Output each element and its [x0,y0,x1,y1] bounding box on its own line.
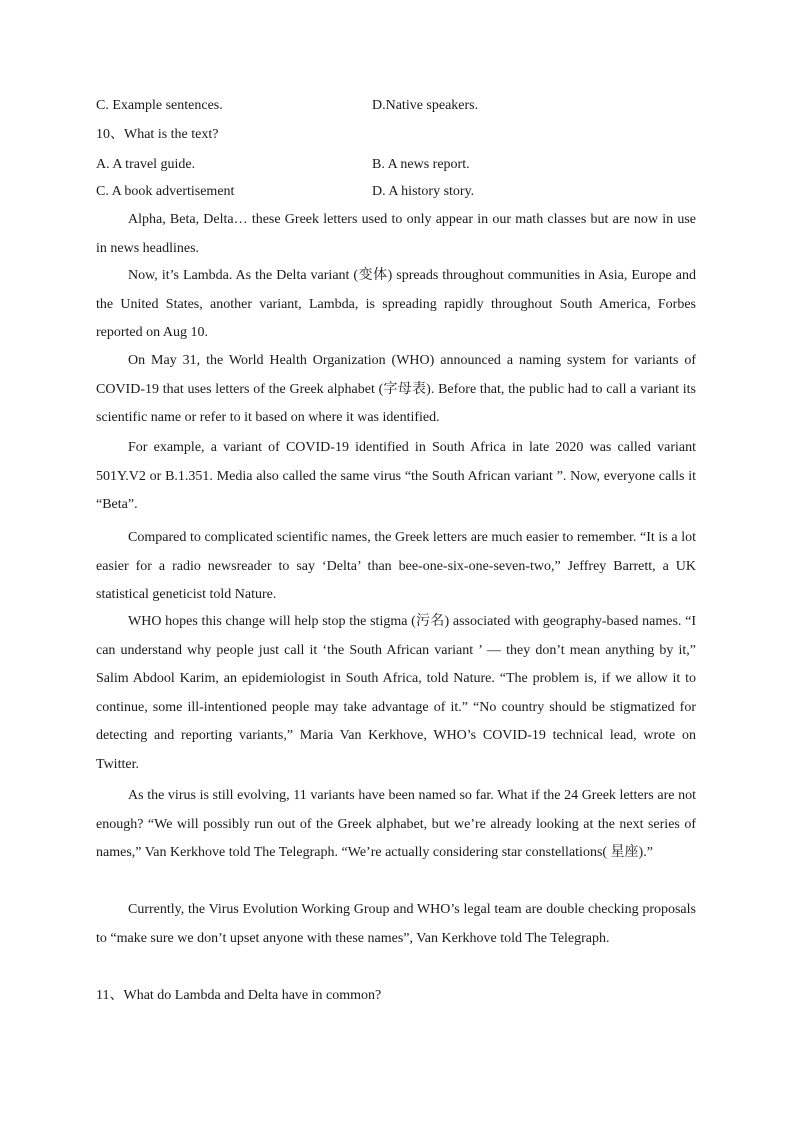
passage-paragraph-8: Currently, the Virus Evolution Working Group and WHO’s legal team are double checking proposals to “make sure we don’t upset anyone with these names”, Van Kerkhove told The Telegraph. [96,902,696,946]
question-11: 11、What do Lambda and Delta have in common? [96,988,382,1003]
q10-option-a: A. A travel guide. [96,157,196,172]
question-10: 10、What is the text? [96,127,219,142]
q10-option-c: C. A book advertisement [96,184,235,199]
passage-paragraph-7: As the virus is still evolving, 11 variants have been named so far. What if the 24 Greek letters are not enough? “We will possibly run out of the Greek alphabet, but we’re already looking at the next series of names,” Van Kerkhove told The Telegraph. “We’re actually considering star constellations( 星座).” [96,788,696,860]
passage-paragraph-3: On May 31, the World Health Organization (WHO) announced a naming system for variants of COVID-19 that uses letters of the Greek alphabet (字母表). Before that, the public had to call a variant its scientific name or refer to it based on where it was identified. [96,353,696,425]
passage-paragraph-5: Compared to complicated scientific names, the Greek letters are much easier to remember. “It is a lot easier for a radio newsreader to say ‘Delta’ than bee-one-six-one-seven-two,” Jeffrey Barrett, a UK statistical geneticist told Nature. [96,530,696,602]
passage-paragraph-6: WHO hopes this change will help stop the stigma (污名) associated with geography-based names. “I can understand why people just call it ‘the South African variant ’ — they don’t mean anything by it,” Salim Abdool Karim, an epidemiologist in South Africa, told Nature. “The problem is, if we allow it to continue, some ill-intentioned people may take advantage of it.” “No country should be stigmatized for detecting and reporting variants,” Maria Van Kerkhove, WHO’s COVID-19 technical lead, wrote on Twitter. [96,614,696,772]
passage-paragraph-1: Alpha, Beta, Delta… these Greek letters used to only appear in our math classes but are now in use in news headlines. [96,212,696,256]
q10-option-d: D. A history story. [372,184,475,199]
q9-option-c: C. Example sentences. [96,98,223,113]
passage-paragraph-4: For example, a variant of COVID-19 identified in South Africa in late 2020 was called variant 501Y.V2 or B.1.351. Media also called the same virus “the South African variant ”. Now, everyone calls it “Beta”. [96,440,696,512]
q10-option-b: B. A news report. [372,157,470,172]
q9-option-d: D.Native speakers. [372,98,479,113]
passage-paragraph-2: Now, it’s Lambda. As the Delta variant (变体) spreads throughout communities in Asia, Europe and the United States, another variant, Lambda, is spreading rapidly throughout South America, Forbes reported on Aug 10. [96,268,696,340]
